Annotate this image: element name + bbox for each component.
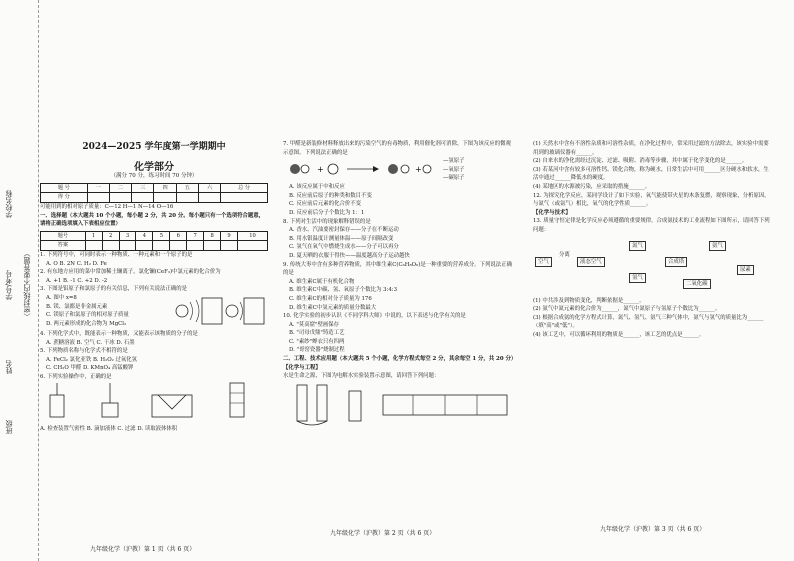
- score-cell: [176, 193, 198, 203]
- answer-header: 1: [85, 231, 102, 241]
- id-label: 学号/考号: [5, 270, 13, 301]
- option-b: B. 镁、氯都是非金属元素: [46, 303, 108, 310]
- process-flow: [533, 235, 773, 297]
- page-1: [40, 135, 268, 434]
- question-1: 1. 下列符号中，可同时表示一种物质、一种元素和一个原子的是: [40, 251, 193, 258]
- flow-box-synthesis-tower: 合成塔: [665, 257, 687, 268]
- atomic-masses: 可能用到的相对原子质量：C—12 H—1 N—14 O—16: [40, 203, 174, 210]
- footer-page-3: 九年级化学（沪教）第 3 页（共 6 页）: [600, 526, 706, 533]
- class-label: 班级: [5, 420, 13, 434]
- answer-cell[interactable]: [153, 241, 170, 251]
- score-header: 五: [176, 183, 198, 193]
- question-4-options: A. 蔗糖溶液 B. 空气 C. 干冰 D. 石墨: [46, 339, 135, 346]
- question-11: 水是生命之源，下图为电解水实验装置示意图，请回答下列问题：: [283, 373, 440, 380]
- question-11-part-1: (1) 天然水中含有不溶性杂质和可溶性杂质，在净化过程中，常采用过滤的方法除去，该实验中需要用到的玻璃仪器有______。: [533, 141, 769, 156]
- answer-header: 3: [119, 231, 136, 241]
- score-cell: [132, 193, 154, 203]
- question-11-part-4: (4) 某地区的水源被污染，应采取的措施______。: [533, 183, 651, 190]
- answer-cell[interactable]: [238, 241, 268, 251]
- question-12: 12. 为探究化学反应，某同学设计了如下实验，氧气能使带火星的木条复燃，观察现象，分析原因。: [533, 192, 770, 199]
- question-5-options-cd: C. CH₂O 甲醛 D. KMnO₄ 高锰酸钾: [46, 365, 134, 372]
- answer-cell[interactable]: [102, 241, 119, 251]
- option-d: D. 反应前后分子个数比为 1：1: [289, 209, 365, 216]
- exam-subtitle: 化学部分: [134, 161, 174, 173]
- answer-header: 10: [238, 231, 268, 241]
- score-cell: [198, 193, 220, 203]
- score-row-label: 得 分: [41, 193, 88, 203]
- answer-header: 5: [153, 231, 170, 241]
- question-6-options: A. 检查装置气密性 B. 滴加液体 C. 过滤 D. 读取液体体积: [40, 426, 178, 433]
- option-c: C. 维生素C的相对分子质量为 176: [289, 295, 372, 302]
- question-5-options-ab: A. FeCl₂ 氯化亚铁 B. H₂O₂ 过氧化氢: [46, 356, 138, 363]
- school-label: 学校名称: [5, 190, 13, 218]
- reaction-diagram: [283, 157, 433, 181]
- flow-box-liquid-air: 液态空气: [577, 257, 605, 268]
- subsection-engineering: 【化学与工程】: [283, 364, 321, 371]
- option-a: A. 香水、汽油要密封保存——分子在不断运动: [289, 227, 399, 234]
- score-header: 六: [198, 183, 220, 193]
- subsection-technology: 【化学与技术】: [533, 209, 571, 216]
- atom-structure-figure: [168, 294, 266, 328]
- answer-cell[interactable]: [136, 241, 153, 251]
- flow-box-ammonia: 氨气: [709, 241, 726, 252]
- option-a: A. "莫高窟"壁画保存: [289, 321, 340, 328]
- flow-step-separation: 分离: [559, 251, 570, 258]
- page-3: [533, 140, 773, 340]
- answer-header: 8: [204, 231, 221, 241]
- lab-operation-figures: [40, 381, 268, 421]
- option-a: A. 该反应属于中和反应: [289, 184, 345, 191]
- question-7: 7. 甲醛是新装修材料释放出来的污染空气的有毒物质，利用催化剂可消除，下图为该反应的微观示意图。下列说法正确的是: [283, 141, 511, 156]
- option-d: D. "哥窑瓷器"烧制过程: [289, 347, 345, 354]
- option-a: A. 维生素C属于有机化合物: [289, 278, 355, 285]
- question-2-options: A. +1 B. -1 C. +2 D. -2: [46, 277, 108, 284]
- question-10: 10. 化学实验的初步认识《不同学科大师》中说的，以下表述与化学有关的是: [283, 313, 466, 320]
- answer-header: 2: [102, 231, 119, 241]
- question-11-part-2: (2) 自来水的净化需经过沉淀、过滤、吸附、消毒等步骤，其中属于化学变化的是______。: [533, 158, 748, 165]
- question-1-options: A. O B. 2N C. H₂ D. Fe: [46, 260, 107, 267]
- flow-box-nitrogen: 氮气: [629, 241, 646, 252]
- flow-box-co2: 二氧化碳: [683, 279, 711, 290]
- option-a: A. 图中 x=8: [46, 294, 77, 301]
- question-9: 9. 传统大枣中含有多种营养物质，其中维生素C(C₆H₈O₆)是一种重要的营养成分。下列说法正确的是: [283, 261, 512, 277]
- exam-note: （满分 70 分，练习时间 70 分钟）: [110, 173, 198, 180]
- answer-cell[interactable]: [187, 241, 204, 251]
- question-13-part-4: (4) 该工艺中，可以循环利用的物质是______，该工艺的优点是______。: [533, 331, 705, 338]
- answer-cell[interactable]: [85, 241, 102, 251]
- question-5: 5. 下列物质名称与化学式不相符的是: [40, 348, 128, 355]
- answer-cell[interactable]: [204, 241, 221, 251]
- flow-box-urea: 尿素: [737, 265, 754, 276]
- score-cell: [154, 193, 176, 203]
- question-13-part-2: (2) 氨气中氮元素的化合价为______，氮气中氮原子与氢原子个数比为______。: [533, 306, 721, 313]
- score-header: 三: [132, 183, 154, 193]
- water-apparatus-figure: [283, 381, 515, 429]
- page-2: [283, 140, 515, 432]
- option-b: B. "司母戊鼎"铸造工艺: [289, 330, 345, 337]
- option-c: C. 反应前后元素的化合价不变: [289, 201, 362, 208]
- option-d: D. 两元素形成的化合物为 MgCl₂: [46, 320, 127, 327]
- question-13-part-1: (1) 中共涉及到物质变化，判断依据是______。: [533, 297, 645, 304]
- question-4: 4. 下列化学式中，既能表示一种物质，又能表示该物质的分子的是: [40, 330, 198, 337]
- option-d: D. 维生素C中氢元素的质量分数最大: [289, 304, 377, 311]
- question-13-part-3: (3) 根据合成氨的化学方程式计算，氮气、氢气、氨气三种气体中，氨气与氢气的质量比为______（填"高"或"低"）。: [533, 314, 764, 330]
- answer-header: 4: [136, 231, 153, 241]
- answer-table: [40, 231, 268, 251]
- flow-box-air: 空气: [535, 257, 552, 268]
- legend-hydrogen: —氢原子: [443, 158, 465, 165]
- flow-box-hydrogen: 氢气: [629, 273, 646, 284]
- question-8: 8. 下列对生活中的现象解释错误的是: [283, 218, 371, 225]
- name-label: 姓名: [5, 360, 13, 374]
- question-11-part-3: (3) 若某河中含有较多可溶性钙、镁化合物，称为硬水，日常生活中可用______区分硬水和软水，生活中通过______降低水的硬度。: [533, 166, 769, 182]
- score-header: 题 号: [41, 183, 88, 193]
- option-c: C. 氢气在氧气中燃烧生成水——分子可以再分: [289, 244, 399, 251]
- answer-header: 6: [170, 231, 187, 241]
- question-12-part: 与氮气（或氩气）相比，氧气的化学性质______。: [533, 201, 652, 208]
- score-cell: [87, 193, 109, 203]
- legend-carbon: —碳原子: [443, 175, 465, 182]
- option-c: C. 镁原子和氯原子的相对原子质量: [46, 312, 129, 319]
- section-2-heading: 二、工程、技术应用题（本大题共 5 个小题，化学方程式每空 2 分，其余每空 1 分，共 20 分）: [283, 356, 517, 363]
- question-6: 6. 下列实验操作中，正确的是: [40, 373, 112, 380]
- svg-text:+: +: [415, 165, 422, 175]
- score-header: 二: [109, 183, 131, 193]
- score-cell: [109, 193, 131, 203]
- footer-page-2: 九年级化学（沪教）第 2 页（共 6 页）: [330, 530, 436, 537]
- answer-cell[interactable]: [170, 241, 187, 251]
- score-header: 总 分: [221, 183, 268, 193]
- exam-title: 2024—2025 学年度第一学期期中: [82, 142, 226, 152]
- option-b: B. 维生素C中碳、氢、氧原子个数比为 3:4:3: [289, 287, 398, 294]
- answer-header: 题号: [41, 231, 86, 241]
- option-d: D. 夏天晒的衣服干得快——温度越高分子运动越快: [289, 252, 410, 259]
- score-table: [40, 183, 268, 203]
- svg-text:+: +: [317, 165, 324, 175]
- binding-margin: [0, 0, 39, 561]
- footer-page-1: 九年级化学（沪教）第 1 页（共 6 页）: [90, 546, 196, 553]
- answer-cell[interactable]: [119, 241, 136, 251]
- sealing-notice: （密封线内不要答题）: [23, 250, 31, 320]
- question-13: 13. 质量守恒定律是化学反应必须遵循的重要规律。合成氨技术的工业流程如下图所示，请回答下列问题：: [533, 218, 770, 233]
- option-b: B. 用水银温度计测量体温——原子间隔改变: [289, 235, 394, 242]
- answer-header: 9: [221, 231, 238, 241]
- score-header: 四: [154, 183, 176, 193]
- question-3: 3. 下图是铝原子和氯原子的有关信息，下列有关说法正确的是: [40, 286, 188, 293]
- legend-oxygen: —氧原子: [443, 166, 465, 173]
- answer-cell[interactable]: [221, 241, 238, 251]
- section-1-heading: 一、选择题（本大题共 10 个小题，每小题 2 分，共 20 分。每小题只有一个选项符合题意，请将正确选项填入下表相应位置）: [40, 212, 265, 228]
- score-cell: [221, 193, 268, 203]
- question-2: 2. 有东地方应用的菜中常加稀土镧离子，氯化镧(CeF₃)中氯元素的化合价为: [40, 269, 221, 276]
- answer-header: 7: [187, 231, 204, 241]
- option-c: C. "素纱"蝉衣只有四两: [289, 338, 345, 345]
- answer-row-label: 答案: [41, 241, 86, 251]
- option-b: B. 反应前后原子的种类和数目不变: [289, 192, 372, 199]
- score-header: 一: [87, 183, 109, 193]
